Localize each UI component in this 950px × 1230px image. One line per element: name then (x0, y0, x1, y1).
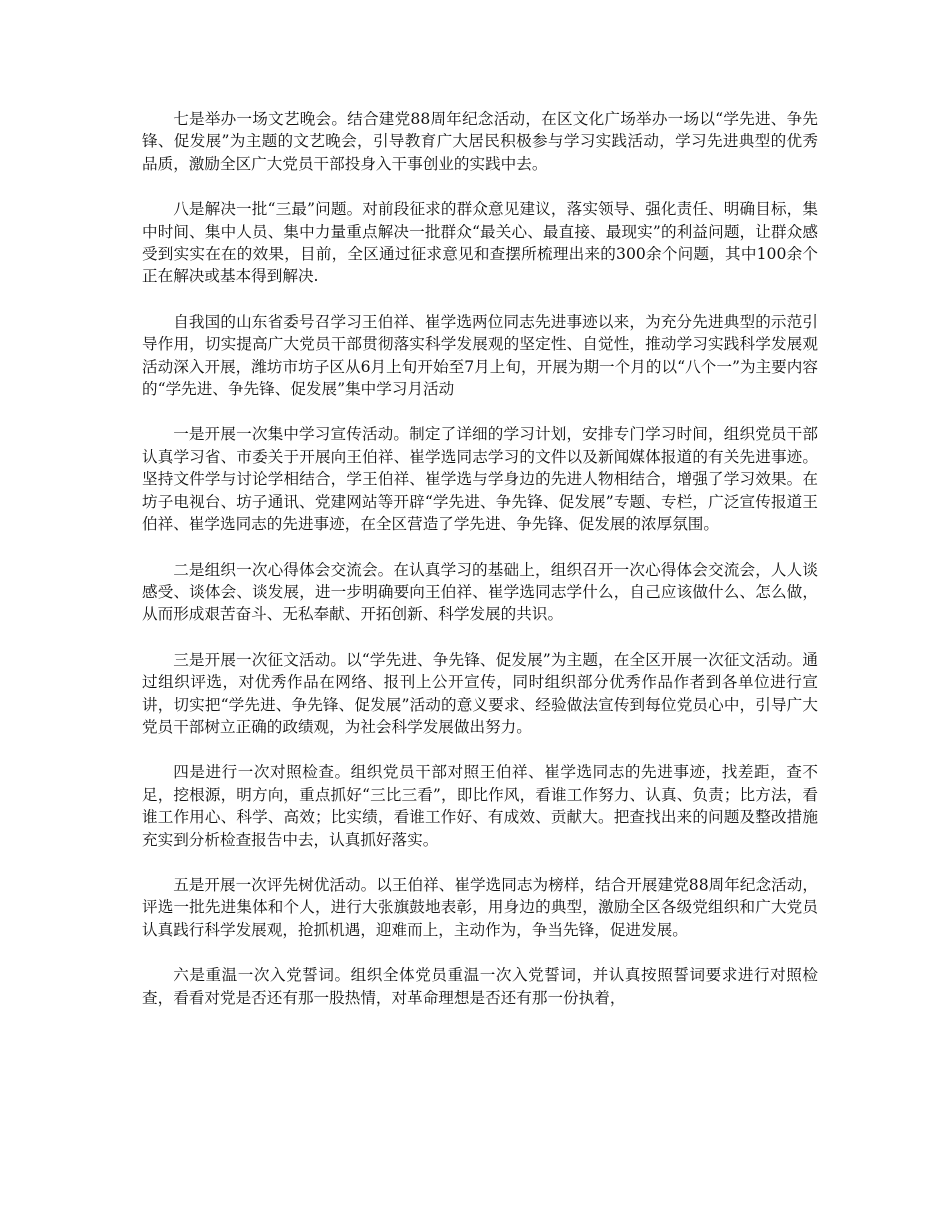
paragraph-activity-5-awards: 五是开展一次评先树优活动。以王伯祥、崔学选同志为榜样，结合开展建党88周年纪念活动，评选一批先进集体和个人，进行大张旗鼓地表彰，用身边的典型，激励全区各级党组织和广大党员认真践行科学发展观，抢抓机遇，迎难而上，主动作为，争当先锋，促进发展。 (142, 875, 818, 939)
paragraph-activity-1-study: 一是开展一次集中学习宣传活动。制定了详细的学习计划，安排专门学习时间，组织党员干部认真学习省、市委关于开展向王伯祥、崔学选同志学习的文件以及新闻媒体报道的有关先进事迹。坚持文件学与讨论学相结合，学王伯祥、崔学选与学身边的先进人物相结合，增强了学习效果。在坊子电视台、坊子通讯、党建网站等开辟“学先进、争先锋、促发展”专题、专栏，广泛宣传报道王伯祥、崔学选同志的先进事迹，在全区营造了学先进、争先锋、促发展的浓厚氛围。 (142, 425, 818, 534)
paragraph-activity-6-oath: 六是重温一次入党誓词。组织全体党员重温一次入党誓词，并认真按照誓词要求进行对照检查，看看对党是否还有那一股热情，对革命理想是否还有那一份执着， (142, 966, 818, 1007)
paragraph-activity-4-check: 四是进行一次对照检查。组织党员干部对照王伯祥、崔学选同志的先进事迹，找差距，查不足，挖根源，明方向，重点抓好“三比三看”，即比作风，看谁工作努力、认真、负责；比方法，看谁工作用心、科学、高效；比实绩，看谁工作好、有成效、贡献大。把查找出来的问题及整改措施充实到分析检查报告中去，认真抓好落实。 (142, 763, 818, 849)
paragraph-activity-7-gala: 七是举办一场文艺晚会。结合建党88周年纪念活动，在区文化广场举办一场以“学先进、争先锋、促发展”为主题的文艺晚会，引导教育广大居民积极参与学习实践活动，学习先进典型的优秀品质，激励全区广大党员干部投身入干事创业的实践中去。 (142, 110, 818, 173)
paragraph-introduction: 自我国的山东省委号召学习王伯祥、崔学选两位同志先进事迹以来，为充分先进典型的示范引导作用，切实提高广大党员干部贯彻落实科学发展观的坚定性、自觉性，推动学习实践科学发展观活动深入开展，潍坊市坊子区从6月上旬开始至7月上旬，开展为期一个月的以“八个一”为主要内容的“学先进、争先锋、促发展”集中学习月活动 (142, 312, 818, 399)
paragraph-activity-2-exchange: 二是组织一次心得体会交流会。在认真学习的基础上，组织召开一次心得体会交流会，人人谈感受、谈体会、谈发展，进一步明确要向王伯祥、崔学选同志学什么，自己应该做什么、怎么做，从而形成艰苦奋斗、无私奉献、开拓创新、科学发展的共识。 (142, 560, 818, 624)
paragraph-activity-8-problems: 八是解决一批“三最”问题。对前段征求的群众意见建议，落实领导、强化责任、明确目标，集中时间、集中人员、集中力量重点解决一批群众“最关心、最直接、最现实”的利益问题，让群众感受到实实在在的效果，目前，全区通过征求意见和查摆所梳理出来的300余个问题，其中100余个正在解决或基本得到解决. (142, 200, 818, 286)
document-body (142, 108, 818, 1032)
paragraph-activity-3-essay: 三是开展一次征文活动。以“学先进、争先锋、促发展”为主题，在全区开展一次征文活动。通过组织评选，对优秀作品在网络、报刊上公开宣传，同时组织部分优秀作品作者到各单位进行宣讲，切实把“学先进、争先锋、促发展”活动的意义要求、经验做法宣传到每位党员心中，引导广大党员干部树立正确的政绩观，为社会科学发展做出努力。 (142, 650, 818, 736)
